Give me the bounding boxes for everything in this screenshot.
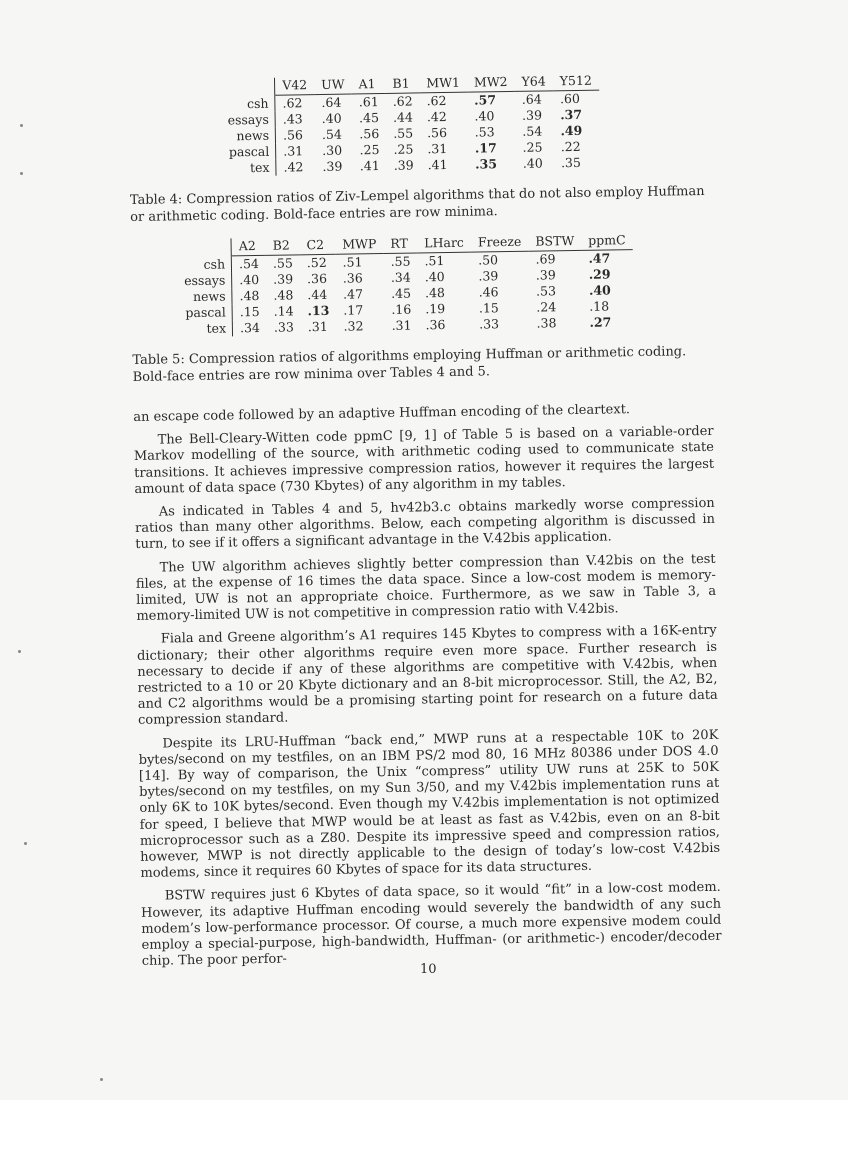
ratio-cell: .25: [393, 141, 414, 157]
ratio-cell: .42: [283, 159, 304, 175]
ratio-cell: .39: [478, 268, 499, 284]
column-header: A1: [351, 76, 385, 94]
table-corner-cell: [177, 238, 232, 256]
column-header: C2: [299, 237, 335, 255]
column-header: LHarc: [417, 235, 471, 253]
table-5-caption: Table 5: Compression ratios of algorithms employing Huffman or arithmetic coding. Bold-face entries are row minima over Tables 4 and 5.: [132, 344, 687, 385]
ratio-cell: .69: [535, 251, 556, 267]
ratio-cell: .36: [425, 317, 446, 333]
column-header: A2: [231, 238, 266, 256]
ratio-cell: .19: [425, 301, 446, 317]
ratio-cell: .40: [424, 269, 445, 285]
ratio-cell: .64: [521, 91, 542, 107]
ratio-cell: .30: [322, 142, 343, 158]
ratio-cell: .33: [479, 316, 500, 332]
scan-speck: [100, 1078, 103, 1081]
ratio-cell: .55: [390, 253, 411, 269]
ratio-cell: .42: [426, 108, 447, 125]
ratio-cell: .53: [474, 124, 495, 140]
ratio-cell: .46: [478, 284, 499, 300]
row-label: news: [177, 288, 232, 305]
ratio-cell: .35: [475, 156, 498, 172]
ratio-cell: .51: [342, 254, 363, 270]
ratio-cell: .48: [273, 287, 294, 303]
column-header: B2: [266, 237, 300, 255]
ratio-cell: .56: [359, 126, 380, 142]
ratio-cell: .55: [272, 255, 293, 271]
ratio-cell: .57: [474, 92, 497, 108]
row-label: pascal: [178, 304, 233, 321]
ratio-cell: .31: [283, 143, 304, 159]
ratio-cell: .40: [522, 155, 543, 171]
ratio-cell: .53: [535, 283, 557, 299]
ratio-cell: .56: [427, 124, 448, 141]
ratio-cell: .55: [393, 125, 414, 141]
column-header: MWP: [335, 236, 383, 254]
column-header: MW2: [467, 74, 515, 92]
column-header: MW1: [419, 75, 467, 93]
ratio-cell: .32: [343, 318, 364, 334]
ratio-cell: .41: [427, 156, 448, 173]
ratio-cell: .47: [588, 250, 611, 266]
paragraph: BSTW requires just 6 Kbytes of data space, so it would “fit” in a low-cost modem. However, its adaptive Huffman encoding would severely the bandwidth of any such modem’s low-performance processor. Of course, a much more expensive modem could employ a special-purpose, high-bandwidth, Huffman- (or arithmetic-) encoder/decoder chip. The poor perfor-: [140, 880, 722, 970]
row-label: csh: [177, 256, 232, 273]
ratio-cell: .39: [535, 267, 556, 283]
ratio-cell: .62: [426, 93, 447, 109]
ratio-cell: .43: [282, 111, 303, 127]
paragraph: Despite its LRU-Huffman “back end,” MWP runs at a respectable 10K to 20K bytes/second on my testfiles, on an IBM PS/2 mod 80, 16 MHz 80386 under DOS 4.0 [14]. By way of comparison, the Unix “compress” utility UW runs at 25K to 50K bytes/second on my testfiles, on my Sun 3/50, and my V.42bis implementation runs at only 6K to 10K bytes/second. Even though my V.42bis implementation is not optimized for speed, I believe that MWP would be at least as fast as V.42bis, even on an 8-bit microprocessor such as a Z80. Despite its impressive speed and compression ratios, however, MWP is not directly applicable to the design of today’s low-cost V.42bis modems, since it requires 60 Kbytes of space for its data structures.: [138, 727, 721, 882]
ratio-cell: .45: [391, 285, 412, 301]
scan-speck: [18, 650, 21, 653]
ratio-cell: .36: [306, 270, 328, 287]
document-page: [128, 71, 720, 977]
paragraph: an escape code followed by an adaptive Huffman encoding of the cleartext.: [133, 402, 631, 425]
ratio-cell: .14: [273, 303, 294, 319]
ratio-cell: .17: [474, 140, 497, 156]
row-label: essays: [177, 272, 232, 289]
table-5-body: [177, 250, 634, 338]
ratio-cell: .25: [522, 139, 543, 155]
ratio-cell: .29: [588, 266, 611, 282]
ratio-cell: .39: [521, 107, 543, 123]
column-header: ppmC: [581, 232, 633, 250]
table-4: [220, 73, 600, 177]
ratio-cell: .40: [474, 108, 495, 124]
ratio-cell: .31: [427, 140, 448, 157]
page-number: 10: [420, 962, 437, 977]
ratio-cell: .54: [238, 255, 260, 272]
ratio-cell: .16: [391, 301, 412, 317]
ratio-cell: .56: [282, 127, 304, 143]
ratio-cell: .25: [359, 142, 380, 158]
paragraph: The Bell-Cleary-Witten code ppmC [9, 1] of Table 5 is based on a variable-order Markov modelling of the source, with arithmetic coding used to communicate state transitions. It achieves impressive compression ratios, however it requires the largest amount of data space (730 Kbytes) of any algorithm in my tables.: [133, 424, 715, 497]
ratio-cell: .52: [306, 254, 327, 271]
ratio-cell: .35: [560, 154, 582, 171]
ratio-cell: .48: [239, 287, 260, 304]
column-header: B1: [385, 75, 419, 93]
scan-speck: [24, 842, 27, 845]
ratio-cell: .34: [390, 269, 411, 285]
ratio-cell: .44: [307, 286, 328, 303]
ratio-cell: .13: [307, 302, 330, 319]
row-label: news: [221, 128, 276, 145]
ratio-cell: .40: [321, 110, 342, 126]
ratio-cell: .38: [536, 315, 557, 331]
ratio-cell: .64: [321, 94, 342, 110]
column-header: RT: [383, 235, 417, 253]
ratio-cell: .34: [239, 319, 261, 336]
ratio-cell: .39: [393, 157, 414, 173]
ratio-cell: .15: [239, 303, 260, 320]
column-header: UW: [314, 76, 352, 94]
column-header: Y64: [514, 73, 552, 91]
ratio-cell: .39: [322, 158, 343, 174]
ratio-cell: .36: [342, 270, 363, 286]
paragraph: As indicated in Tables 4 and 5, hv42b3.c obtains markedly worse compression ratios than many other algorithms. Below, each competing algorithm is discussed in turn, to see if it offers a significant advantage in the V.42bis application.: [134, 495, 716, 553]
ratio-cell: .24: [536, 299, 557, 315]
ratio-cell: .54: [321, 126, 342, 142]
row-label: pascal: [221, 144, 276, 161]
column-header: BSTW: [528, 233, 581, 251]
table-5: [177, 232, 635, 337]
ratio-cell: .54: [522, 123, 543, 139]
ratio-cell: .22: [560, 138, 581, 155]
ratio-cell: .44: [392, 109, 414, 125]
table-corner-cell: [220, 78, 275, 96]
ratio-cell: .18: [589, 298, 610, 314]
table-4-caption: Table 4: Compression ratios of Ziv-Lempel algorithms that do not also employ Huffman or arithmetic coding. Bold-face entries are row minima.: [129, 183, 705, 225]
ratio-cell: .33: [273, 319, 294, 335]
ratio-cell: .48: [424, 285, 446, 301]
ratio-cell: .45: [358, 110, 380, 126]
row-label: tex: [221, 160, 276, 177]
ratio-cell: .40: [588, 282, 611, 298]
ratio-cell: .17: [343, 302, 364, 318]
ratio-cell: .39: [273, 271, 294, 287]
column-header: Freeze: [471, 234, 529, 252]
ratio-cell: .62: [392, 93, 413, 109]
row-label: csh: [220, 95, 275, 112]
scan-speck: [20, 172, 23, 175]
paragraph: Fiala and Greene algorithm’s A1 requires 145 Kbytes to compress with a 16K-entry dictionary; their other algorithms require even more space. Further research is necessary to decide if any of these algorithms are competitive with V.42bis, when restricted to a 10 or 20 Kbyte dictionary and an 8-bit microprocessor. Still, the A2, B2, and C2 algorithms would be a promising starting point for research on a future data compression standard.: [136, 623, 718, 729]
ratio-cell: .37: [560, 106, 583, 123]
table-4-body: [220, 90, 600, 176]
column-header: V42: [275, 77, 315, 95]
column-header: Y512: [553, 73, 599, 91]
ratio-cell: .27: [589, 314, 612, 330]
row-label: essays: [221, 112, 276, 129]
ratio-cell: .50: [478, 252, 499, 268]
ratio-cell: .49: [560, 122, 583, 139]
paragraph: The UW algorithm achieves slightly better compression than V.42bis on the test files, at the expense of 16 times the data space. Since a low-cost modem is memory-limited, UW is not an appropriate choice. Furthermore, as we saw in Table 3, a memory-limited UW is not competitive in compression ratio with V.42bis.: [135, 551, 717, 625]
ratio-cell: .41: [359, 158, 380, 174]
ratio-cell: .61: [358, 94, 379, 110]
row-label: tex: [178, 320, 233, 337]
ratio-cell: .31: [391, 317, 412, 333]
ratio-cell: .40: [239, 271, 260, 288]
ratio-cell: .31: [307, 318, 328, 335]
ratio-cell: .15: [478, 300, 499, 316]
ratio-cell: .47: [342, 286, 364, 302]
ratio-cell: .51: [424, 253, 445, 269]
scan-speck: [20, 124, 23, 127]
ratio-cell: .62: [282, 95, 303, 111]
ratio-cell: .60: [559, 90, 581, 107]
